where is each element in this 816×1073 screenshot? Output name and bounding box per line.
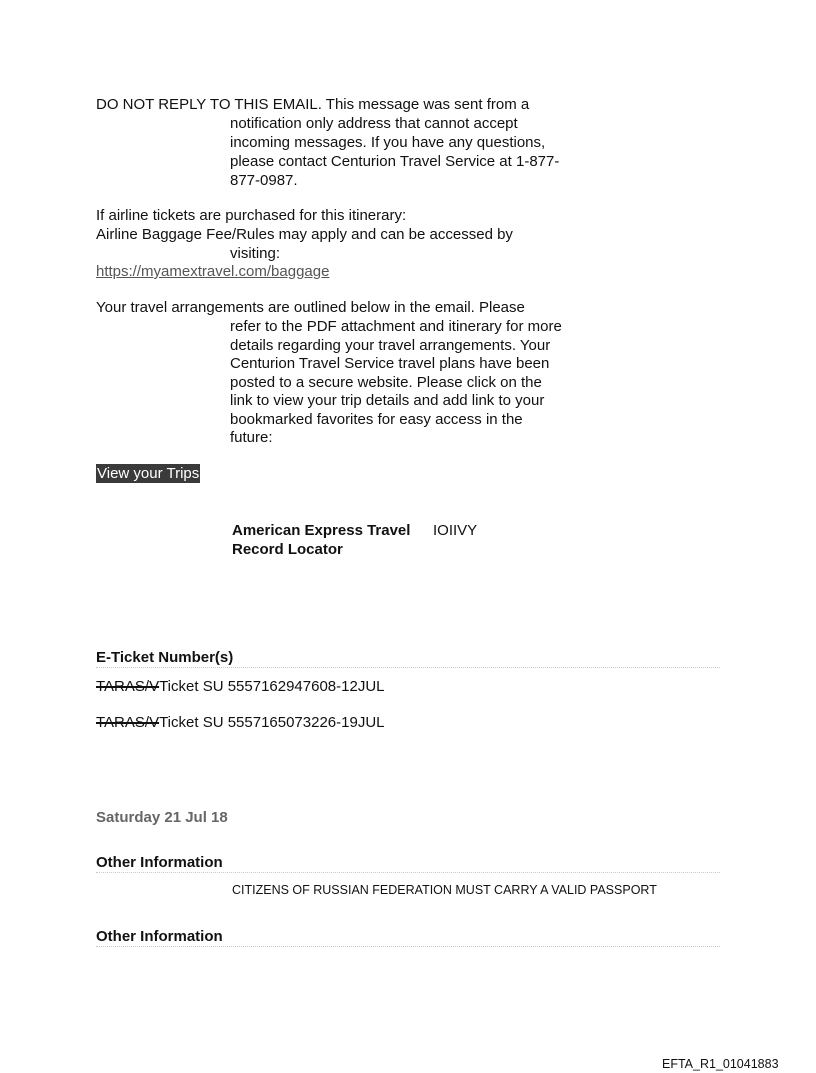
section-divider — [96, 872, 720, 873]
ticket-row — [96, 678, 385, 696]
section-divider — [96, 946, 720, 947]
notice-line: notification only address that cannot accept — [230, 115, 518, 132]
other-info-text: CITIZENS OF RUSSIAN FEDERATION MUST CARRY A VALID PASSPORT — [232, 883, 657, 897]
arrangements-line: future: — [230, 429, 273, 446]
baggage-line: Airline Baggage Fee/Rules may apply and can be accessed by — [96, 226, 513, 243]
record-locator-value: IOIIVY — [433, 522, 478, 539]
redacted-passenger-name: TARAS/V — [96, 678, 160, 695]
ticket-number: Ticket SU 5557165073226-19JUL — [159, 714, 385, 731]
other-info-heading: Other Information — [96, 928, 223, 945]
redacted-passenger-name: TARAS/V — [96, 714, 160, 731]
arrangements-line: posted to a secure website. Please click on the — [230, 374, 542, 391]
other-info-heading: Other Information — [96, 854, 223, 871]
arrangements-line: details regarding your travel arrangements. Your — [230, 337, 551, 354]
document-id: EFTA_R1_01041883 — [662, 1057, 779, 1071]
arrangements-line: Your travel arrangements are outlined below in the email. Please — [96, 299, 525, 316]
notice-line: DO NOT REPLY TO THIS EMAIL. This message was sent from a — [96, 96, 530, 113]
date-heading: Saturday 21 Jul 18 — [96, 809, 228, 826]
ticket-row — [96, 714, 385, 732]
ticket-number: Ticket SU 5557162947608-12JUL — [159, 678, 385, 695]
notice-line: please contact Centurion Travel Service at 1-877- — [230, 153, 560, 170]
section-divider — [96, 667, 720, 668]
baggage-link[interactable]: https://myamextravel.com/baggage — [96, 263, 330, 280]
baggage-line: visiting: — [230, 245, 281, 262]
arrangements-line: bookmarked favorites for easy access in the — [230, 411, 523, 428]
record-label-line1: American Express Travel — [232, 522, 411, 539]
view-trips-button[interactable]: View your Trips — [97, 465, 200, 482]
notice-line: incoming messages. If you have any questions, — [230, 134, 546, 151]
arrangements-line: refer to the PDF attachment and itinerary for more — [230, 318, 562, 335]
arrangements-line: link to view your trip details and add link to your — [230, 392, 545, 409]
eticket-heading: E-Ticket Number(s) — [96, 649, 234, 666]
baggage-line: If airline tickets are purchased for this itinerary: — [96, 207, 407, 224]
record-label-line2: Record Locator — [232, 541, 343, 558]
arrangements-line: Centurion Travel Service travel plans have been — [230, 355, 550, 372]
notice-line: 877-0987. — [230, 172, 298, 189]
